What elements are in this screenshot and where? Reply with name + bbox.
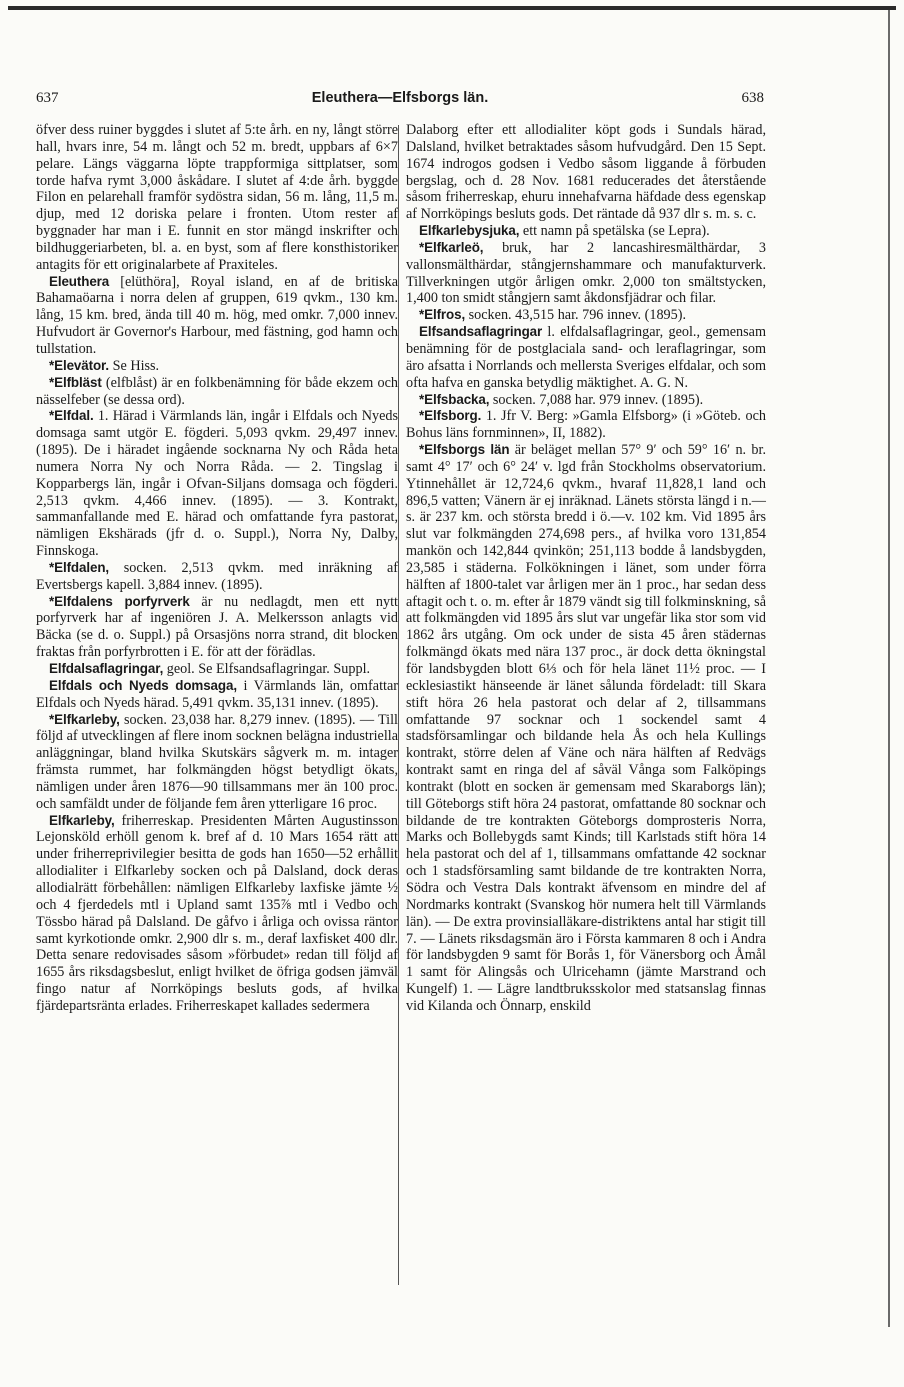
entry-paragraph [406, 223, 766, 240]
entry-text: [elüthöra], Royal island, en af de britiska Bahamaöarna i norra delen af gruppen, 619 qvkm., 130 km. lång, 15 km. bred, ända till 40 m. hög, med omkr. 7,000 innev. Hufvudort är Governor's Harbour, med fästning, god hamn och tullstation. [36, 273, 398, 357]
entry-headword: *Elfros, [419, 307, 466, 323]
entry-text: är beläget mellan 57° 9′ och 59° 16′ n. br. samt 4° 17′ och 6° 24′ v. lgd från Stockholms observatorium. Ytinnehållet är 12,724,6 qvkm., hvaraf 11,828,1 land och 896,5 vatten; Vänern är ej inräknad. Länets största längd i n.—s. är 237 km. och största bredd i ö.—v. 102 km. Vid 1895 års slut var folkmängden 274,698 pers., af hvilka voro 131,854 mankön och 142,844 qvinkön; 251,113 bodde å landsbygden, 23,585 i städerna. Folkökningen i länet, som under förra hälften af 1800-talet var årligen mer än 1 proc., har sedan dess aftagit och t. o. m. efter år 1879 vändt sig till folkminskning, så att folkmängden vid 1895 års slut var ungefär lika stor som vid 1862 års utgång. Om ock under de sista 45 åren städernas folkmängd ökats med nära 137 proc., är dock detta ökningstal för landsbygden blott 6⅓ och för hela länet 11½ proc. — I ecklesiastikt hänseende är länet sålunda fördeladt: till Skara stift höra 26 hela pastorat och delar af 2, tillsammans omfattande 97 socknar och 1 sockendel samt 4 stadsförsamlingar och bildande hela Ås och hela Kullings kontrakt, större delen af Väne och nära hälften af Redvägs kontrakt samt en ringa del af såväl Vånga som Falköpings kontrakt (blott en socken är gemensam med Skaraborgs län); till Göteborgs stift höra 24 pastorat, omfattande 80 socknar och bildande de tre kontrakten Göteborgs domprosteris Norra, Marks och Bollebygds samt Kinds; till Karlstads stift höra 14 hela pastorat och del af 1, tillsammans omfattande 42 socknar och 1 stadsförsamling samt bildande de tre kontrakten Norra, Södra och Vestra Dals kontrakt äfvensom en mindre del af Nordmarks kontrakt (Svanskog hör numera helt till Värmlands län). — De extra provinsialläkare-distriktens antal har stigit till 7. — Länets riksdagsmän äro i Första kammaren 8 och i Andra för landsbygden 9 samt för Borås 1, för Vänersborg och Åmål 1 samt för Alingsås och Ulricehamn (jämte Marstrand och Kungelf) 1. — Lägre landtbruksskolor med statsanslag finnas vid Kilanda och Önnarp, enskild [406, 442, 766, 1014]
entry-text: socken. 2,513 qvkm. med inräkning af Evertsbergs kapell. 3,884 innev. (1895). [36, 559, 398, 593]
entry-paragraph [36, 560, 398, 594]
entry-headword: *Elfbläst [49, 374, 102, 390]
entry-paragraph [36, 358, 398, 375]
running-title: Eleuthera—Elfsborgs län. [311, 90, 489, 106]
entry-headword: Elfdalsaflagringar, [49, 661, 164, 676]
entry-text: 1. Jfr V. Berg: »Gamla Elfsborg» (i »Göteb. och Bohus läns fornminnen», II, 1882). [406, 408, 766, 442]
column-divider [398, 125, 399, 1285]
entry-text: (elfblåst) är en folkbenämning för både ekzem och nässelfeber (se dessa ord). [36, 374, 398, 408]
entry-text: ett namn på spetälska (se Lepra). [519, 223, 710, 240]
entry-headword: *Elfkarleby, [49, 711, 120, 727]
entry-text: är nu nedlagdt, men ett nytt porfyrverk har af ingeniören J. A. Melkersson anlagts vid Bäcka (se d. o. Suppl.) på Orsasjöns norra strand, dit blocken fraktas från porfyrbrotten i E. för att der förädlas. [36, 593, 398, 661]
page-edge-line [888, 10, 890, 1327]
entry-paragraph [406, 122, 766, 223]
entry-paragraph [406, 392, 766, 409]
entry-paragraph [406, 240, 766, 307]
entry-text: friherreskap. Presidenten Mårten Augustinsson Lejonsköld erhöll genom k. bref af d. 10 Mars 1654 rätt att under friherreprivilegier besitta de gods han 1650—52 erhållit allodialiter i Elfkarleby socken och på Dalsland, dock deras allodialrätt förbehållen: nämligen Elfkarleby laxfiske jämte ½ och 4 fjerdedels mtl i Upland samt 135⅞ mtl i Vedbo och Tössbo härad på Dalsland. De gåfvo i årliga och ovissa räntor samt kyrkotionde omkr. 2,900 dlr s. m., deraf laxfisket 400 dlr. Detta senare redovisades såsom »förbudet» redan till följd af 1655 års riksdagsbeslut, enligt hvilket de öfriga godsen jämväl fingo natur af Norrköpings besluts gods, af hvilka fjärdepartsränta erlades. Friherreskapet kallades sedermera [36, 812, 398, 1014]
entry-paragraph [36, 678, 398, 712]
entry-headword: *Elfdalen, [49, 559, 110, 575]
entry-headword: *Elfkarleö, [419, 239, 484, 255]
entry-headword: Elfkarleby, [49, 812, 115, 828]
entry-text: geol. Se Elfsandsaflagringar. Suppl. [163, 661, 371, 677]
entry-text: öfver dess ruiner byggdes i slutet af 5:te årh. en ny, långt större hall, hvars inre, 54 m. långt och 52 m. bredt, uppbars af 6×7 pelare. Längs väggarna löpte trappformiga sittplatser, som torde hafva rymt 3,000 åskådare. I slutet af 4:de årh. byggde Filon en pelarehall framför sydöstra sidan, 56 m. lång, 11,5 m. djup, med 12 doriska pelare i fronten. Utom rester af byggnader har man i E. funnit en stor mängd inskrifter och bildhuggeriarbeten, bl. a. en byst, som af flere konsthistoriker antagits för ett originalarbete af Praxiteles. [36, 122, 398, 273]
entry-headword: *Elevätor. [49, 357, 110, 373]
entry-headword: *Elfsborgs län [419, 442, 510, 458]
entry-paragraph [36, 813, 398, 1015]
entry-text: 1. Härad i Värmlands län, ingår i Elfdals och Nyeds domsaga samt utgör E. fögderi. 5,093 qvkm. 29,497 innev. (1895). De i häradet ingående socknarna Ny och Råda heta numera Norra Ny och Norra Råda. — 2. Tingslag i Kopparbergs län, ingår i Ofvan-Siljans domsaga och fögderi. 2,513 qvkm. 4,466 innev. (1895). — 3. Kontrakt, sammanfallande med E. härad och omfattande fyra pastorat, nämligen Ekshärads (jfr d. o. Suppl.), Norra Ny, Dalby, Finnskoga. [36, 408, 398, 560]
entry-paragraph [36, 594, 398, 661]
entry-text: l. elfdalsaflagringar, geol., gemensam benämning för de postglaciala sand- och leraflagringar, som äro afsatta i Norrlands och mellersta Sveriges elfdalar, och som ofta hafva en ganska betydlig mäktighet. A. G. N. [406, 324, 766, 391]
entry-text: Se Hiss. [109, 357, 160, 374]
entry-paragraph [36, 661, 398, 678]
page-number-left: 637 [36, 90, 59, 106]
entry-headword: Eleuthera [49, 273, 110, 289]
entry-text: socken. 43,515 har. 796 innev. (1895). [465, 307, 687, 324]
page-header [36, 90, 764, 112]
left-column [36, 122, 398, 1015]
entry-paragraph [36, 375, 398, 409]
entry-headword: Elfdals och Nyeds domsaga, [49, 677, 237, 693]
entry-paragraph [36, 122, 398, 274]
entry-paragraph [406, 307, 766, 324]
entry-text: i Värmlands län, omfattar Elfdals och Nyeds härad. 5,491 qvkm. 35,131 innev. (1895). [36, 677, 398, 711]
entry-paragraph [406, 408, 766, 442]
entry-paragraph [406, 324, 766, 391]
right-column [406, 122, 766, 1015]
entry-headword: *Elfdal. [49, 408, 94, 424]
entry-headword: *Elfsbacka, [419, 391, 490, 407]
entry-headword: Elfkarlebysjuka, [419, 223, 520, 239]
top-border-rule [8, 6, 896, 10]
entry-text: socken. 23,038 har. 8,279 innev. (1895). — Till följd af utvecklingen af flere inom socknen belägna industriella anläggningar, bland hvilka Skutskärs sågverk m. m. intager främsta rummet, har folkmängden högst betydligt ökats, nämligen under åren 1876—90 tillsammans mer än 100 proc. och samfäldt under de följande fem åren ytterligare 16 proc. [36, 711, 398, 812]
entry-text: socken. 7,088 har. 979 innev. (1895). [489, 391, 704, 408]
entry-paragraph [36, 712, 398, 813]
entry-paragraph [36, 408, 398, 560]
entry-text: Dalaborg efter ett allodialiter köpt gods i Sundals härad, Dalsland, hvilket betraktades såsom hufvudgård. Den 15 Sept. 1674 indrogos godsen i Vedbo såsom liggande å förbuden bergslag, och d. 28 Nov. 1681 reducerades det återstående såsom friherreskap, ehuru innehafvarna häfdade dess egenskap af Norrköpings besluts gods. Det räntade då 937 dlr s. m. s. c. [406, 122, 766, 223]
entry-text: bruk, har 2 lancashiresmälthärdar, 3 vallonsmälthärdar, stångjernshammare och manufakturverk. Tillverkningen utgör årligen omkr. 2,000 ton smältstycken, 1,400 ton smidt stångjern samt åkdonsfjädrar och filar. [406, 239, 766, 307]
entry-headword: Elfsandsaflagringar [419, 324, 543, 340]
entry-paragraph [36, 274, 398, 358]
page-number-right: 638 [741, 90, 764, 106]
entry-paragraph [406, 442, 766, 1015]
entry-headword: *Elfdalens porfyrverk [49, 593, 190, 609]
entry-headword: *Elfsborg. [419, 408, 482, 424]
